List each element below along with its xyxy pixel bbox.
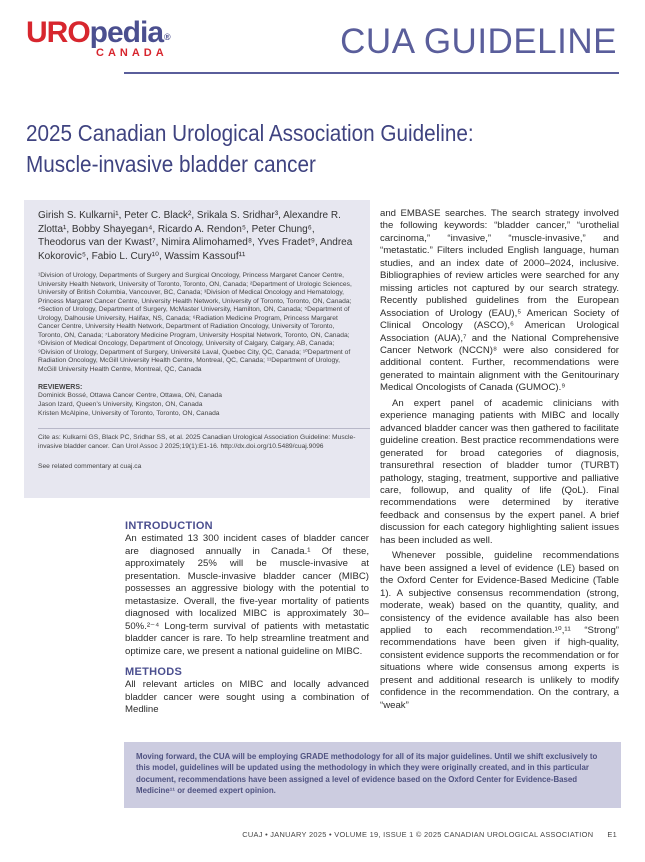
box-divider (38, 428, 370, 429)
reviewers-heading: REVIEWERS: (38, 384, 83, 392)
body-paragraph: and EMBASE searches. The search strategy involved the following keywords: “bladder cancer,” “urothelial carcinoma,” “invasive,” “muscle-invasive,” and “metastatic.” Filters included English language, human studies, and an index date of 2000–2024, inclusive. Bibliographies of review articles were searched for any missing articles not captured by our search strategy. Recently published guidelines from the European Association of Urology (EAU),⁵ American Society of Clinical Oncology (ASCO),⁶ American Urological Association (AUA),⁷ and the National Comprehensive Cancer Network (NCCN)⁸ were also considered for additional content. Further, recommendations were generated to maintain alignment with the Genitourinary Medical Oncologists of Canada (GUMOC).⁹ (380, 208, 619, 394)
citation-text[interactable]: Cite as: Kulkarni GS, Black PC, Sridhar SS, et al. 2025 Canadian Urological Association Guideline: Muscle-invasive bladder cancer. Can Urol Assoc J 2025;19(1):E1-16. http://dx.doi.org/10.5489/cuaj.9096 (38, 434, 356, 450)
reviewer-item: Jason Izard, Queen’s University, Kingston, ON, Canada (38, 400, 203, 408)
methodology-note-text: Moving forward, the CUA will be employing GRADE methodology for all of its major guidelines. Until we shift exclusively to this model, guidelines will be updated using the methodology in which they were originally created, and in this particular document, recommendations have been assigned a level of evidence based on the Oxford Center for Evidence-Based Medicine¹¹ or deemed expert opinion. (136, 752, 598, 796)
body-paragraph: Whenever possible, guideline recommendations have been assigned a level of evidence (LE) based on the Oxford Center for Evidence-Based Medicine (Table 1). A subjective consensus recommendation (strong, moderate, weak) based on the quantity, quality, and consistency of the evidence available has also been applied to each recommendation.¹⁰,¹¹ “Strong” recommendations have been given if high-quality, consistent evidence supports the recommendation or for situations where wide consensus among experts is present and additional research is unlikely to modify confidence in the recommendation. On the contrary, a “weak” (380, 550, 619, 711)
methods-paragraph: All relevant articles on MIBC and locally advanced bladder cancer were sought using a combination of Medline (125, 679, 369, 716)
logo-subtitle: CANADA (96, 47, 168, 59)
author-list: Girish S. Kulkarni¹, Peter C. Black², Srikala S. Sridhar³, Alexandre R. Zlotta¹, Bobby Shayegan⁴, Ricardo A. Rendon⁵, Peter Chung⁶, Theodorus van der Kwast⁷, Nimira Alimohamed⁸, Yves Fradet⁹, Andrea Kokorovic⁵, Fabio L. Cury¹⁰, Wassim Kassouf¹¹ (38, 210, 353, 262)
page-footer (242, 830, 617, 839)
logo-pedia-text: pedia (89, 16, 164, 49)
methodology-note-box (124, 742, 621, 808)
see-related-link[interactable]: See related commentary at cuaj.ca (38, 463, 142, 471)
page-number: E1 (607, 830, 617, 839)
footer-journal-info: CUAJ • JANUARY 2025 • VOLUME 19, ISSUE 1 © 2025 CANADIAN UROLOGICAL ASSOCIATION (242, 830, 594, 839)
article-title-line-1: 2025 Canadian Urological Association Guideline: (26, 120, 474, 146)
introduction-paragraph: An estimated 13 300 incident cases of bladder cancer are diagnosed annually in Canada.¹ Of these, approximately 25% will be muscle-invasive at presentation. Muscle-invasive bladder cancer (MIBC) possesses an aggressive biology with the potential to metastasize. Overall, the five-year mortality of patients diagnosed with localized MIBC is approximately 30–50%.²⁻⁴ Long-term survival of patients with metastatic bladder cancer is rare. To help streamline treatment and optimize care, we present a national guideline on MIBC. (125, 533, 369, 657)
right-column-body (380, 208, 619, 715)
reviewer-list (38, 392, 359, 418)
left-column-body (125, 520, 369, 725)
reviewer-item: Dominick Bossé, Ottawa Cancer Centre, Ottawa, ON, Canada (38, 392, 222, 400)
introduction-heading: INTRODUCTION (125, 520, 213, 532)
reviewer-item: Kristen McAlpine, University of Toronto, Toronto, ON, Canada (38, 409, 220, 417)
uropedia-logo (26, 18, 196, 70)
affiliation-list: ¹Division of Urology, Departments of Surgery and Surgical Oncology, Princess Margaret Cancer Centre, University Health Network, University of Toronto, Toronto, ON, Canada; ²Department of Urologic Sciences, University of British Columbia, Vancouver, BC, Canada; ³Division of Medical Oncology and Hematology, Princess Margaret Cancer Centre, University Health Network, University of Toronto, Toronto, ON, Canada; ⁴Section of Urology, Department of Surgery, McMaster University, Hamilton, ON, Canada; ⁵Department of Urology, Dalhousie University, Halifax, NS, Canada; ⁶Radiation Medicine Program, Princess Margaret Cancer Centre, University Health Network, Department of Radiation Oncology, University of Toronto, Toronto, ON, Canada; ⁷Laboratory Medicine Program, University Hospital Network, Toronto, ON, Canada; ⁸Division of Medical Oncology, Department of Oncology, University of Calgary, Calgary, AB, Canada; ⁹Division of Urology, Department of Surgery, Université Laval, Quebec City, QC, Canada; ¹⁰Department of Radiation Oncology, McGill University Health Centre, Montreal, QC, Canada; ¹¹Department of Urology, McGill University Health Centre, Montreal, QC, Canada (38, 272, 352, 373)
section-header-label: CUA GUIDELINE (340, 22, 617, 61)
header-divider (124, 72, 619, 74)
logo-registered-mark: ® (164, 32, 170, 42)
author-affiliation-box (24, 200, 370, 498)
body-paragraph: An expert panel of academic clinicians with experience managing patients with MIBC and locally advanced bladder cancer was then gathered to facilitate guideline creation. Best practice recommendations were generated for broad categories of diagnosis, transurethral resection of bladder tumor (TURBT) pathology, staging, treatment, supportive and palliative care, followup, and quality of life (QoL). Final recommendations were determined by iterative feedback and consensus by the expert panel. A brief discussion for each category highlighting salient issues has been included as well. (380, 397, 619, 546)
article-title-line-2: Muscle-invasive bladder cancer (26, 151, 316, 177)
methods-heading: METHODS (125, 665, 183, 678)
logo-uro-text: URO (26, 16, 90, 49)
article-title (26, 118, 566, 180)
